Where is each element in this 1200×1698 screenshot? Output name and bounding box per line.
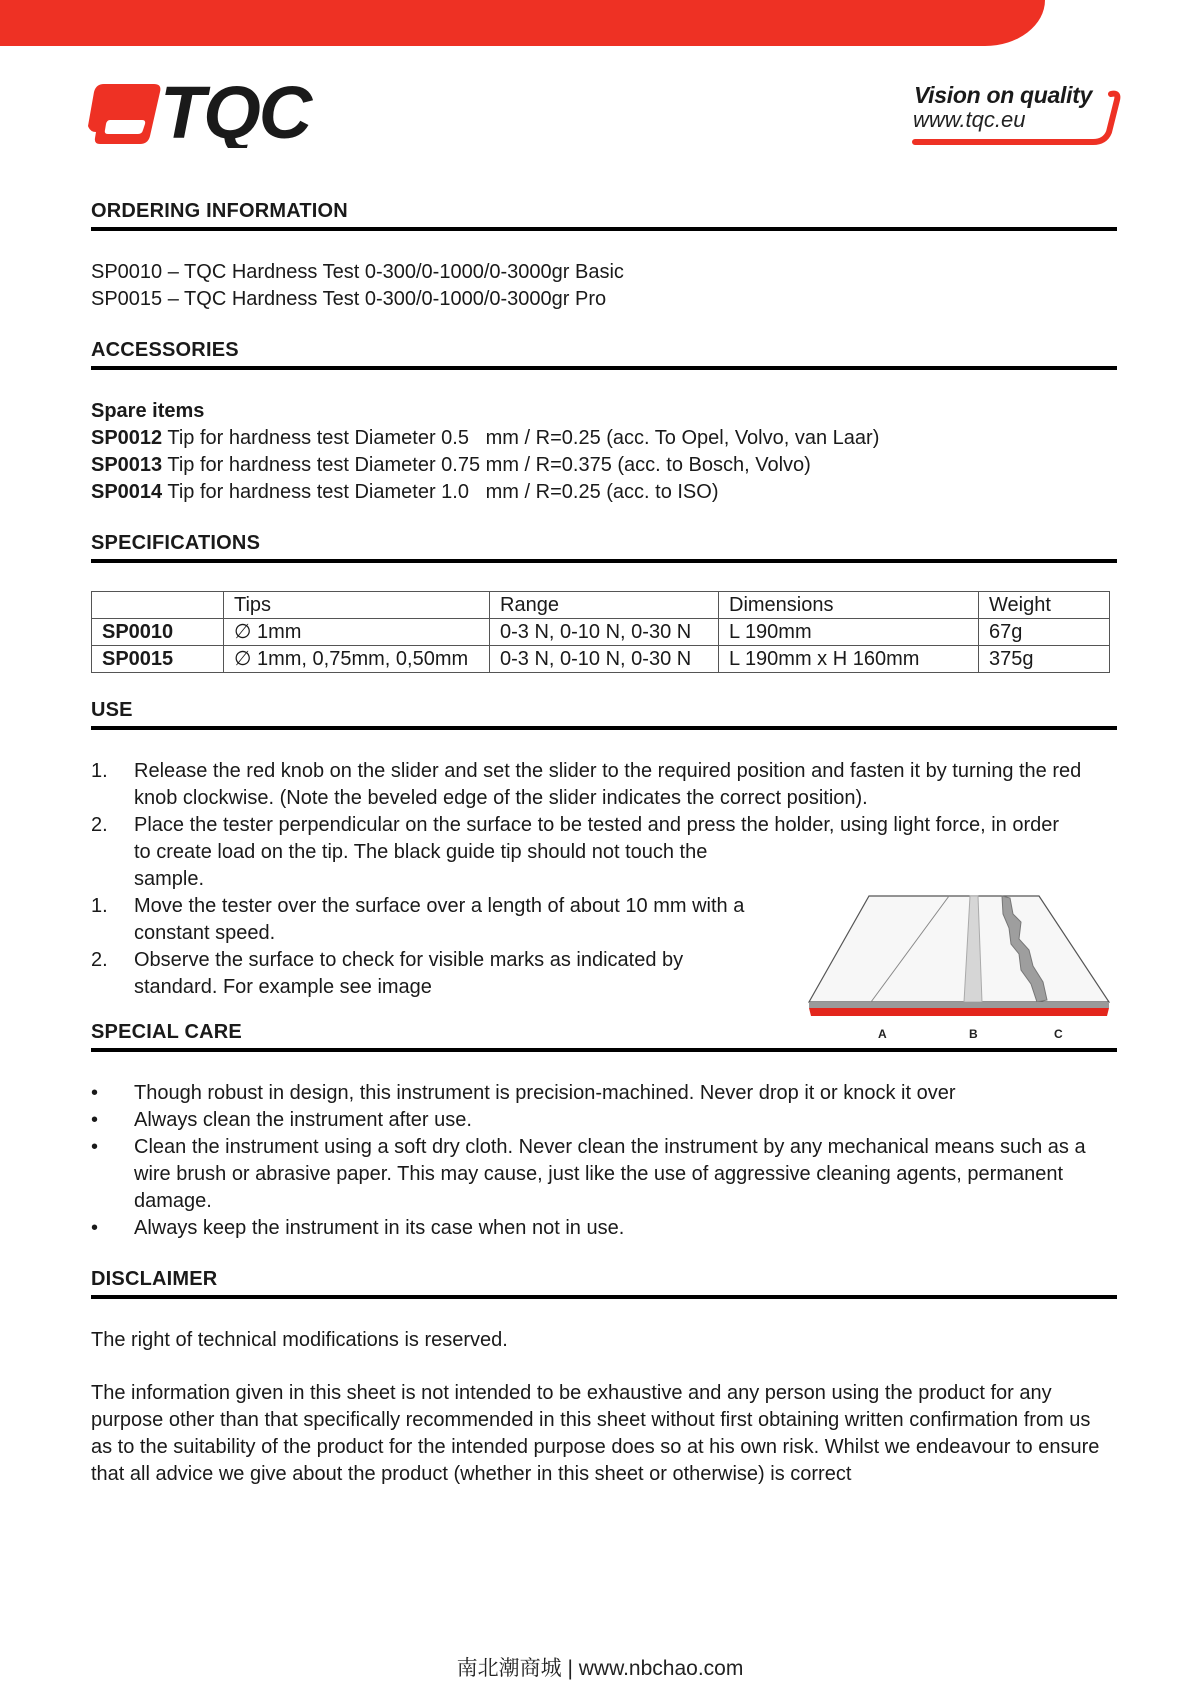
website-link[interactable]: www.tqc.eu (913, 107, 1026, 132)
tagline-text: Vision on quality (914, 82, 1093, 108)
spare-items-title: Spare items (91, 400, 205, 422)
table-row (92, 619, 1110, 646)
figure-label-b: B (969, 1027, 978, 1041)
spare-item-desc: Tip for hardness test Diameter 1.0 mm / R=0.25 (acc. to ISO) (162, 481, 719, 503)
spare-item (91, 425, 1117, 452)
table-cell: SP0010 (92, 619, 224, 646)
spare-item (91, 452, 1117, 479)
bullet-icon: • (91, 1136, 99, 1158)
footer-watermark: 南北潮商城 | www.nbchao.com (456, 1657, 744, 1680)
section-heading-disclaimer: DISCLAIMER (91, 1268, 1117, 1299)
list-item (91, 1215, 1117, 1242)
section-heading-use: USE (91, 699, 1117, 730)
spec-table (91, 591, 1110, 673)
table-cell: L 190mm x H 160mm (719, 646, 979, 673)
special-care-list (91, 1080, 1117, 1242)
table-header-cell: Weight (979, 592, 1110, 619)
bullet-icon: • (91, 1109, 99, 1131)
table-header-cell: Tips (224, 592, 490, 619)
table-header-cell (92, 592, 224, 619)
header-red-band (0, 0, 1045, 46)
list-item (91, 1080, 1117, 1107)
list-number: 1. (91, 760, 108, 782)
spare-item (91, 479, 1117, 506)
table-cell: ∅ 1mm, 0,75mm, 0,50mm (224, 646, 490, 673)
list-text: Always clean the instrument after use. (134, 1109, 472, 1131)
list-text: Clean the instrument using a soft dry cloth. Never clean the instrument by any mechanical means such as a wire brush or abrasive paper. This may cause, just like the use of aggressive cleaning agents, permanent damage. (134, 1136, 1086, 1212)
list-item (91, 1107, 1117, 1134)
table-cell: ∅ 1mm (224, 619, 490, 646)
table-cell: 0-3 N, 0-10 N, 0-30 N (490, 619, 719, 646)
figure-label-a: A (878, 1027, 887, 1041)
figure-label-c: C (1054, 1027, 1063, 1041)
spare-item-code: SP0012 (91, 427, 163, 449)
list-number: 1. (91, 895, 108, 917)
svg-text:TQC: TQC (160, 80, 311, 148)
list-text: Though robust in design, this instrument is precision-machined. Never drop it or knock it over (134, 1082, 956, 1104)
table-cell: 0-3 N, 0-10 N, 0-30 N (490, 646, 719, 673)
section-heading-accessories: ACCESSORIES (91, 339, 1117, 370)
table-header-row (92, 592, 1110, 619)
spare-item-desc: Tip for hardness test Diameter 0.5 mm / R=0.25 (acc. To Opel, Volvo, van Laar) (162, 427, 880, 449)
bullet-icon: • (91, 1217, 99, 1239)
spare-item-code: SP0013 (91, 454, 163, 476)
table-header-cell: Range (490, 592, 719, 619)
list-number: 2. (91, 949, 108, 971)
document-body (91, 200, 1117, 1488)
disclaimer-paragraph: The information given in this sheet is not intended to be exhaustive and any person using the product for any purpose other than that specifically recommended in this sheet without first obtaining written confirmation from us as to the suitability of the product for the intended purpose does so at his own risk. Whilst we endeavour to ensure that all advice we give about the product (whether in this sheet or otherwise) is correct (91, 1382, 1100, 1485)
ordering-item: SP0010 – TQC Hardness Test 0-300/0-1000/0-3000gr Basic (91, 261, 624, 283)
disclaimer-paragraph: The right of technical modifications is reserved. (91, 1329, 508, 1351)
list-text: Move the tester over the surface over a length of about 10 mm with a constant speed. (134, 895, 745, 944)
list-number: 2. (91, 814, 108, 836)
tqc-logo (84, 80, 354, 148)
list-text: Observe the surface to check for visible marks as indicated by standard. For example see image (134, 949, 684, 998)
ordering-item: SP0015 – TQC Hardness Test 0-300/0-1000/0-3000gr Pro (91, 288, 607, 310)
scratch-example-figure (807, 884, 1117, 1044)
list-text: Release the red knob on the slider and set the slider to the required position and fasten it by turning the red knob clockwise. (Note the beveled edge of the slider indicates the correct position). (134, 760, 1082, 809)
section-heading-ordering: ORDERING INFORMATION (91, 200, 1117, 231)
table-header-cell: Dimensions (719, 592, 979, 619)
table-cell: 375g (979, 646, 1110, 673)
section-heading-special-care: SPECIAL CARE (91, 1021, 1117, 1052)
ordering-list (91, 259, 1117, 313)
list-item (91, 758, 1117, 812)
list-item (91, 812, 1117, 893)
spare-item-desc: Tip for hardness test Diameter 0.75 mm / R=0.375 (acc. to Bosch, Volvo) (162, 454, 811, 476)
section-heading-specifications: SPECIFICATIONS (91, 532, 1117, 563)
table-cell: 67g (979, 619, 1110, 646)
table-cell: SP0015 (92, 646, 224, 673)
list-item (91, 1134, 1117, 1215)
table-cell: L 190mm (719, 619, 979, 646)
table-row (92, 646, 1110, 673)
spare-items (91, 398, 1117, 506)
bullet-icon: • (91, 1082, 99, 1104)
list-text: Always keep the instrument in its case when not in use. (134, 1217, 625, 1239)
spare-item-code: SP0014 (91, 481, 163, 503)
tqc-logo-icon (84, 80, 354, 148)
list-text: Place the tester perpendicular on the surface to be tested and press the holder, using light force, in order to create load on the tip. The black guide tip should not touch the sample. (134, 814, 1060, 890)
tagline-badge (905, 80, 1125, 150)
